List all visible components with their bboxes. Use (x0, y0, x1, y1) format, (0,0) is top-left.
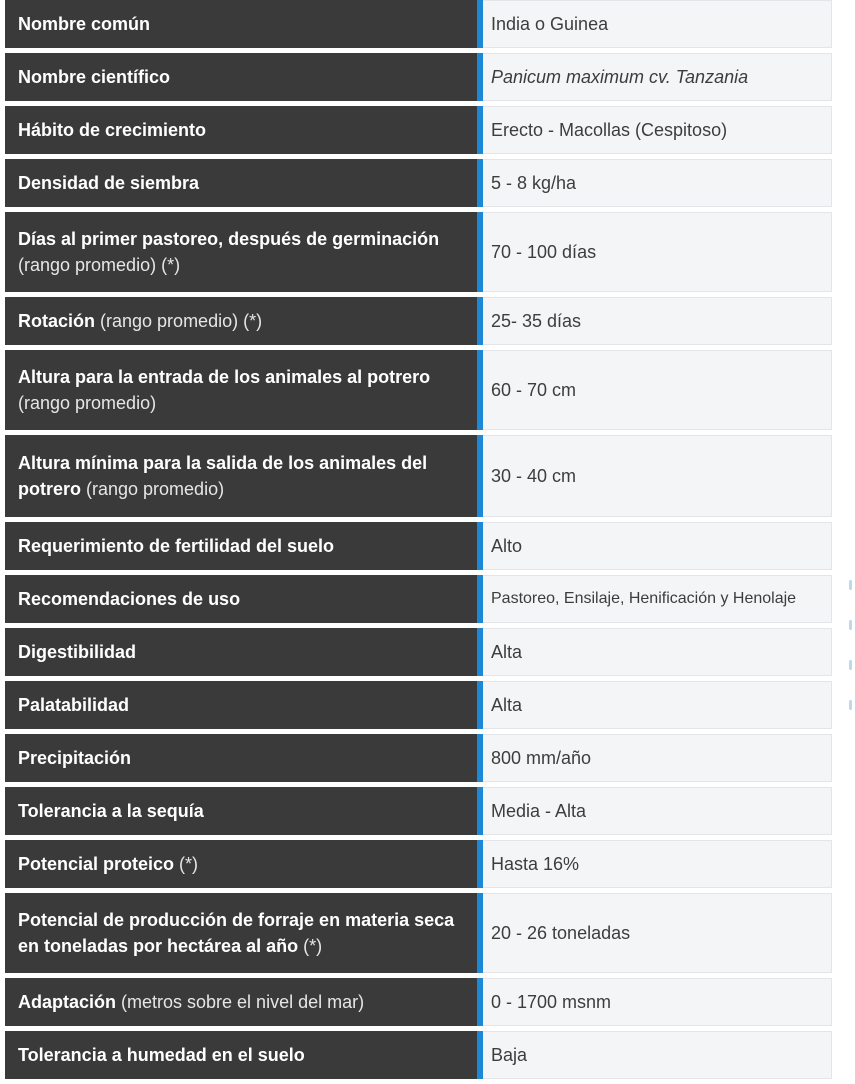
row-label: Días al primer pastoreo, después de germinación (rango promedio) (*) (5, 212, 483, 292)
table-row (5, 522, 832, 570)
table-row (5, 212, 832, 292)
row-label: Adaptación (metros sobre el nivel del mar) (5, 978, 483, 1026)
table-row (5, 681, 832, 729)
row-label: Tolerancia a humedad en el suelo (5, 1031, 483, 1079)
row-label: Rotación (rango promedio) (*) (5, 297, 483, 345)
table-row (5, 1031, 832, 1079)
table-row (5, 435, 832, 517)
table-row (5, 893, 832, 973)
table-row (5, 575, 832, 623)
row-value: 70 - 100 días (483, 212, 832, 292)
side-mark (849, 580, 852, 590)
row-label: Tolerancia a la sequía (5, 787, 483, 835)
table-row (5, 628, 832, 676)
row-label: Potencial proteico (*) (5, 840, 483, 888)
row-label: Altura mínima para la salida de los animales del potrero (rango promedio) (5, 435, 483, 517)
row-value: Hasta 16% (483, 840, 832, 888)
table-row (5, 159, 832, 207)
row-label: Nombre científico (5, 53, 483, 101)
table-row (5, 350, 832, 430)
row-label: Precipitación (5, 734, 483, 782)
row-value: Alta (483, 628, 832, 676)
specs-table (5, 0, 832, 1084)
row-label: Altura para la entrada de los animales al potrero (rango promedio) (5, 350, 483, 430)
side-mark (849, 700, 852, 710)
row-value: Alta (483, 681, 832, 729)
table-row (5, 297, 832, 345)
row-label: Hábito de crecimiento (5, 106, 483, 154)
row-label: Requerimiento de fertilidad del suelo (5, 522, 483, 570)
row-value: India o Guinea (483, 0, 832, 48)
table-row (5, 734, 832, 782)
row-value: 0 - 1700 msnm (483, 978, 832, 1026)
row-value: 5 - 8 kg/ha (483, 159, 832, 207)
row-value: Panicum maximum cv. Tanzania (483, 53, 832, 101)
row-value: Alto (483, 522, 832, 570)
row-value: 25- 35 días (483, 297, 832, 345)
row-value: 20 - 26 toneladas (483, 893, 832, 973)
row-label: Potencial de producción de forraje en materia seca en toneladas por hectárea al año (*) (5, 893, 483, 973)
row-value: Erecto - Macollas (Cespitoso) (483, 106, 832, 154)
table-row (5, 53, 832, 101)
row-label: Digestibilidad (5, 628, 483, 676)
row-label: Palatabilidad (5, 681, 483, 729)
row-value: 60 - 70 cm (483, 350, 832, 430)
side-mark (849, 660, 852, 670)
row-value: 30 - 40 cm (483, 435, 832, 517)
side-mark (849, 620, 852, 630)
row-value: Media - Alta (483, 787, 832, 835)
row-value: 800 mm/año (483, 734, 832, 782)
table-row (5, 840, 832, 888)
row-label: Densidad de siembra (5, 159, 483, 207)
row-label: Nombre común (5, 0, 483, 48)
table-row (5, 106, 832, 154)
table-row (5, 0, 832, 48)
table-row (5, 787, 832, 835)
row-value: Pastoreo, Ensilaje, Henificación y Henolaje (483, 575, 832, 623)
row-value: Baja (483, 1031, 832, 1079)
row-label: Recomendaciones de uso (5, 575, 483, 623)
decorative-side-marks (849, 580, 855, 740)
table-row (5, 978, 832, 1026)
